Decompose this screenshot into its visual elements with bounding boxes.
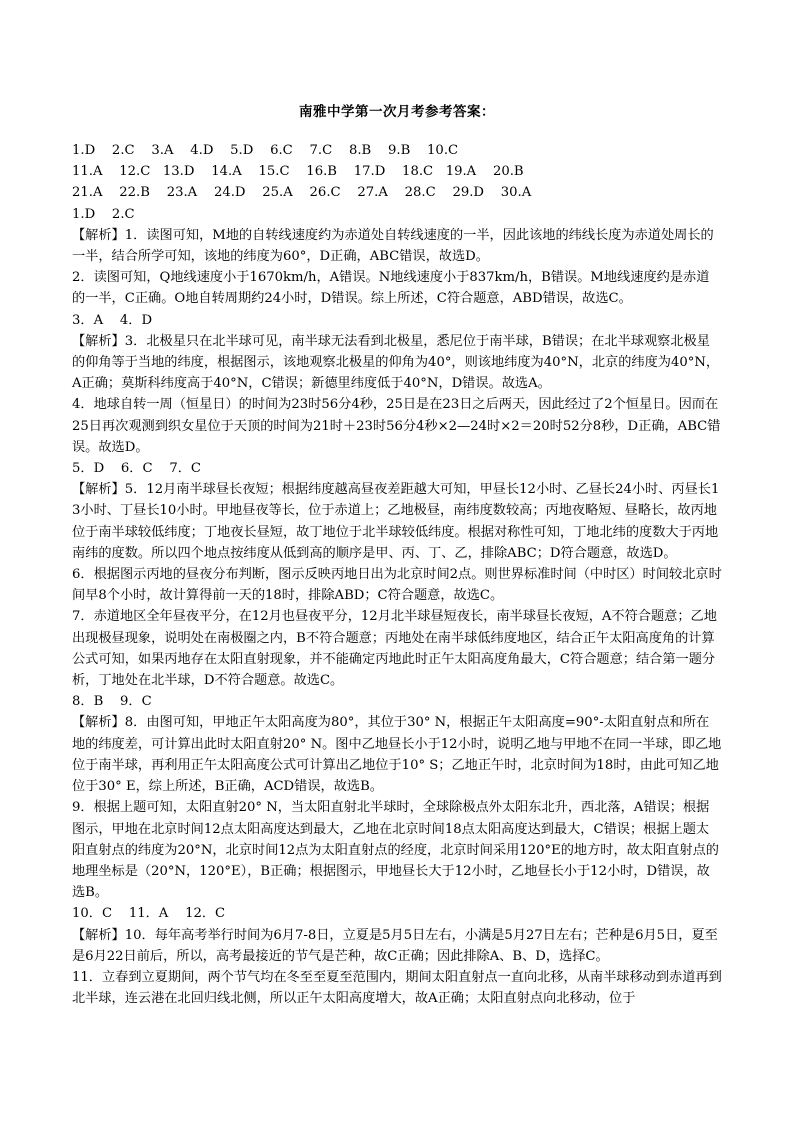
explanation-paragraph: 【解析】5．12月南半球昼长夜短；根据纬度越高昼夜差距越大可知，甲昼长12小时、乙昼长24小时、丙昼长13小时、丁昼长10小时。甲地昼夜等长，位于赤道上；乙地极昼，南纬度数较高；丙地夜略短、昼略长，故丙地位于南半球较低纬度；丁地夜长昼短，故丁地位于北半球较低纬度。根据对称性可知，丁地北纬的度数大于丙地南纬的度数。所以四个地点按纬度从低到高的顺序是甲、丙、丁、乙，排除ABC；D符合题意，故选D。 [72, 482, 720, 561]
explanation-paragraph: 7．赤道地区全年昼夜平分，在12月也昼夜平分，12月北半球昼短夜长，南半球昼长夜短，A不符合题意；乙地出现极昼现象，说明处在南极圈之内，B不符合题意；丙地处在南半球低纬度地区，结合正午太阳高度角的计算公式可知，如果丙地存在太阳直射现象，并不能确定丙地此时正午太阳高度角最大，C符合题意；结合第一题分析，丁地处在北半球，D不符合题意。故选C。 [72, 609, 717, 689]
explanation-paragraph: 【解析】3．北极星只在北半球可见，南半球无法看到北极星，悉尼位于南半球，B错误；在北半球观察北极星的仰角等于当地的纬度，根据图示，该地观察北极星的仰角为40°，则该地纬度为40°N，北京的纬度为40°N，A正确；莫斯科纬度高于40°N，C错误；新德里纬度低于40°N，D错误。故选A。 [72, 333, 720, 392]
explanation-paragraph: 9．根据上题可知，太阳直射20° N，当太阳直射北半球时，全球除极点外太阳东北升，西北落，A错误；根据图示，甲地在北京时间12点太阳高度达到最大，乙地在北京时间18点太阳高度达到最大，C错误；根据上题太阳直射点的纬度为20°N，北京时间12点为太阳直射点的经度，北京时间采用120°E的地方时，故太阳直射点的地理坐标是（20°N，120°E），B正确；根据图示，甲地昼长大于12小时，乙地昼长小于12小时，D错误，故选B。 [72, 800, 719, 901]
document-body [72, 140, 722, 1009]
explanations [72, 204, 722, 1010]
explanation-paragraph: 6．根据图示丙地的昼夜分布判断，图示反映丙地日出为北京时间2点。则世界标准时间（中时区）时间较北京时间早8个小时，故计算得前一天的18时，排除ABD；C符合题意，故选C。 [72, 567, 722, 604]
answer-key-row: 11.A 12.C 13.D 14.A 15.C 16.B 17.D 18.C 19.A 20.B [72, 164, 524, 180]
page-title: 南雅中学第一次月考参考答案： [299, 104, 495, 120]
answer-group-header: 3．A 4．D [72, 312, 153, 328]
answer-group-header: 1.D 2.C [72, 206, 135, 222]
answer-key [72, 140, 722, 204]
answer-key-row: 1.D 2.C 3.A 4.D 5.D 6.C 7.C 8.B 9.B 10.C [72, 143, 459, 158]
explanation-paragraph: 4．地球自转一周（恒星日）的时间为23时56分4秒，25日是在23日之后两天，因此经过了2个恒星日。因而在25日再次观测到织女星位于天顶的时间为21时＋23时56分4秒×2—24时×2＝20时52分8秒，D正确，ABC错误。故选D。 [72, 397, 721, 455]
answer-group-header: 10．C 11．A 12．C [72, 906, 226, 922]
answer-group-header: 8．B 9．C [72, 694, 152, 710]
explanation-paragraph: 2．读图可知，Q地线速度小于1670km/h，A错误。N地线速度小于837km/h，B错误。M地线速度约是赤道的一半，C正确。O地自转周期约24小时，D错误。综上所述，C符合题意，ABD错误，故选C。 [72, 270, 710, 307]
explanation-paragraph: 【解析】1．读图可知，M地的自转线速度约为赤道处自转线速度的一半，因此该地的纬线长度为赤道处周长的一半，结合所学可知，该地的纬度为60°，D正确，ABC错误，故选D。 [72, 227, 714, 265]
answer-key-row: 21.A 22.B 23.A 24.D 25.A 26.C 27.A 28.C 29.D 30.A [72, 185, 532, 201]
explanation-paragraph: 【解析】8．由图可知，甲地正午太阳高度为80°，其位于30° N，根据正午太阳高度=90°-太阳直射点和所在地的纬度差，可计算出此时太阳直射20° N。图中乙地昼长小于12小时，说明乙地与甲地不在同一半球，即乙地位于南半球，再利用正午太阳高度公式可计算出乙地位于10° S；乙地正午时，北京时间为18时，由此可知乙地位于30° E，综上所述，B正确，ACD错误，故选B。 [72, 715, 722, 795]
answer-group-header: 5．D 6．C 7．C [72, 461, 202, 477]
explanation-paragraph: 【解析】10．每年高考举行时间为6月7-8日，立夏是5月5日左右，小满是5月27日左右；芒种是6月5日，夏至是6月22日前后，所以，高考最接近的节气是芒种，故C正确；因此排除A、B、D，选择C。 [72, 927, 718, 964]
explanation-paragraph: 11．立春到立夏期间，两个节气均在冬至至夏至范围内，期间太阳直射点一直向北移，从南半球移动到赤道再到北半球，连云港在北回归线北侧，所以正午太阳高度增大，故A正确；太阳直射点向北移动，位于 [72, 969, 722, 1007]
